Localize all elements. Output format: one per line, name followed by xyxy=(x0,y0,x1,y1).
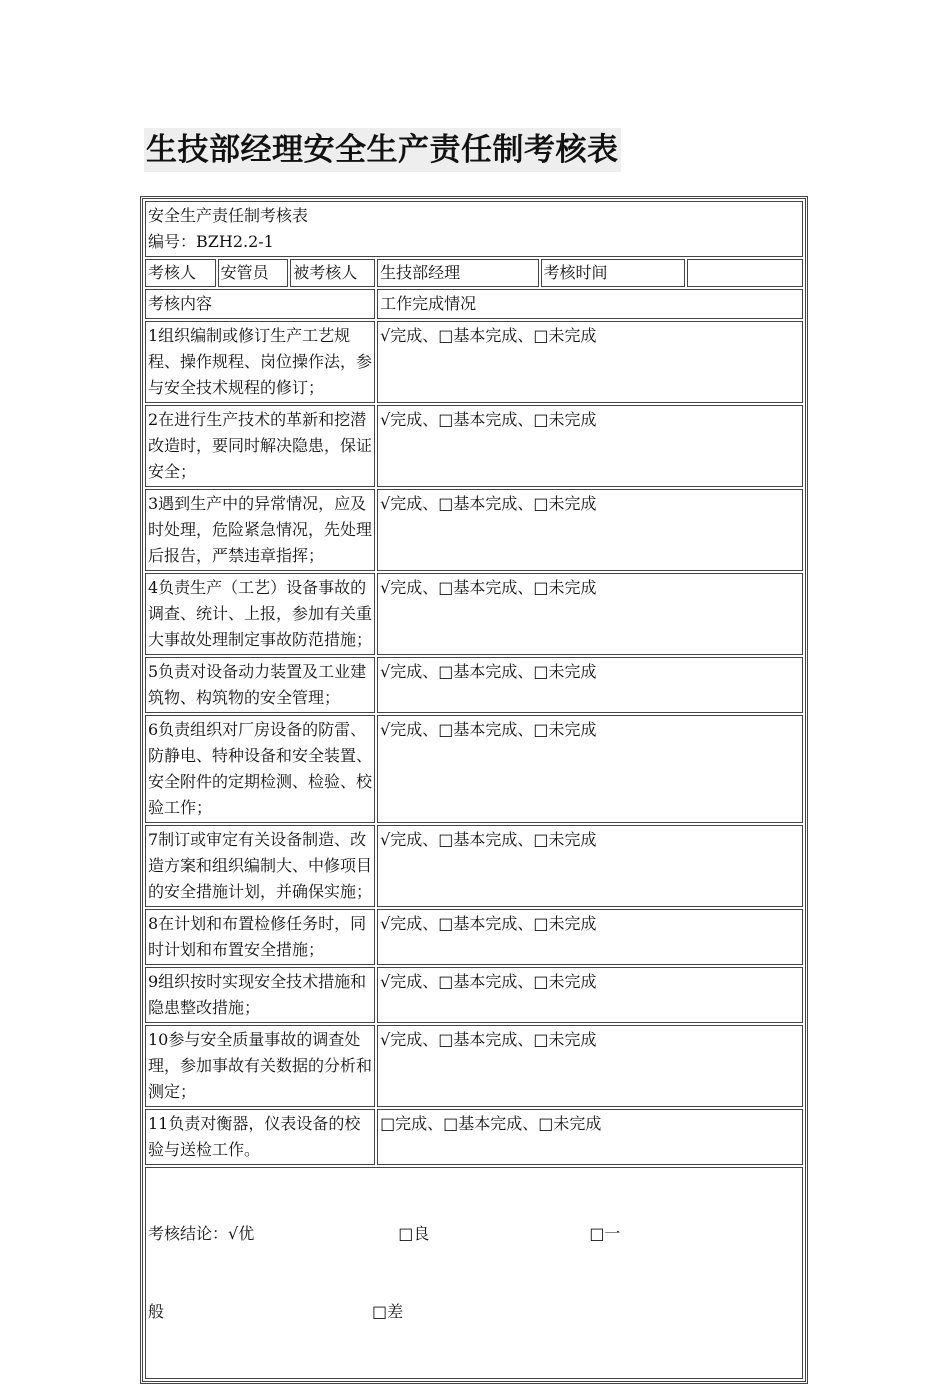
assessment-item-status: □完成、□基本完成、□未完成 xyxy=(377,1109,803,1165)
table-row xyxy=(145,715,803,823)
assessment-item-status: √完成、□基本完成、□未完成 xyxy=(377,321,803,403)
table-row xyxy=(145,1109,803,1165)
conclusion-line-1: 考核结论：√优 □良 □一 xyxy=(148,1224,621,1243)
table-row xyxy=(145,657,803,713)
assessment-item-content: 7制订或审定有关设备制造、改造方案和组织编制大、中修项目的安全措施计划，并确保实施； xyxy=(145,825,375,907)
time-label: 考核时间 xyxy=(541,259,685,287)
form-number: 编号：BZH2.2-1 xyxy=(148,232,274,251)
assessment-item-content: 11负责对衡器，仪表设备的校验与送检工作。 xyxy=(145,1109,375,1165)
assessor-value: 安管员 xyxy=(218,259,289,287)
assessment-table xyxy=(143,199,805,1381)
table-row xyxy=(145,967,803,1023)
assessment-item-content: 4负责生产（工艺）设备事故的调查、统计、上报，参加有关重大事故处理制定事故防范措施； xyxy=(145,573,375,655)
table-row xyxy=(145,321,803,403)
assessor-label: 考核人 xyxy=(145,259,216,287)
table-row xyxy=(145,573,803,655)
content-column-header: 考核内容 xyxy=(145,289,375,319)
assessment-item-content: 10参与安全质量事故的调查处理，参加事故有关数据的分析和测定； xyxy=(145,1025,375,1107)
assessee-label: 被考核人 xyxy=(290,259,375,287)
form-header-cell xyxy=(145,201,803,257)
assessment-item-content: 9组织按时实现安全技术措施和隐患整改措施； xyxy=(145,967,375,1023)
assessment-item-content: 8在计划和布置检修任务时，同时计划和布置安全措施； xyxy=(145,909,375,965)
assessment-item-status: √完成、□基本完成、□未完成 xyxy=(377,1025,803,1107)
assessment-item-content: 1组织编制或修订生产工艺规程、操作规程、岗位操作法，参与安全技术规程的修订； xyxy=(145,321,375,403)
assessment-item-content: 3遇到生产中的异常情况，应及时处理，危险紧急情况，先处理后报告，严禁违章指挥； xyxy=(145,489,375,571)
assessment-item-status: √完成、□基本完成、□未完成 xyxy=(377,405,803,487)
table-row xyxy=(145,405,803,487)
assessment-item-status: √完成、□基本完成、□未完成 xyxy=(377,967,803,1023)
table-row xyxy=(145,489,803,571)
assessment-item-status: √完成、□基本完成、□未完成 xyxy=(377,825,803,907)
assessment-item-status: √完成、□基本完成、□未完成 xyxy=(377,909,803,965)
assessment-item-content: 2在进行生产技术的革新和挖潜改造时，要同时解决隐患，保证安全； xyxy=(145,405,375,487)
assessment-item-status: √完成、□基本完成、□未完成 xyxy=(377,489,803,571)
table-row xyxy=(145,1025,803,1107)
time-value xyxy=(687,259,803,287)
page-title: 生技部经理安全生产责任制考核表 xyxy=(144,128,621,172)
assessment-item-status: √完成、□基本完成、□未完成 xyxy=(377,573,803,655)
assessment-item-status: √完成、□基本完成、□未完成 xyxy=(377,715,803,823)
table-row xyxy=(145,825,803,907)
table-row xyxy=(145,909,803,965)
conclusion-line-2: 般 □差 xyxy=(148,1302,404,1321)
assessee-value: 生技部经理 xyxy=(377,259,538,287)
assessment-item-content: 6负责组织对厂房设备的防雷、防静电、特种设备和安全装置、安全附件的定期检测、检验、校验工作； xyxy=(145,715,375,823)
assessment-form xyxy=(140,196,808,1384)
form-name: 安全生产责任制考核表 xyxy=(148,206,309,225)
assessment-item-status: √完成、□基本完成、□未完成 xyxy=(377,657,803,713)
conclusion-cell xyxy=(145,1167,803,1379)
assessment-item-content: 5负责对设备动力装置及工业建筑物、构筑物的安全管理； xyxy=(145,657,375,713)
status-column-header: 工作完成情况 xyxy=(377,289,803,319)
